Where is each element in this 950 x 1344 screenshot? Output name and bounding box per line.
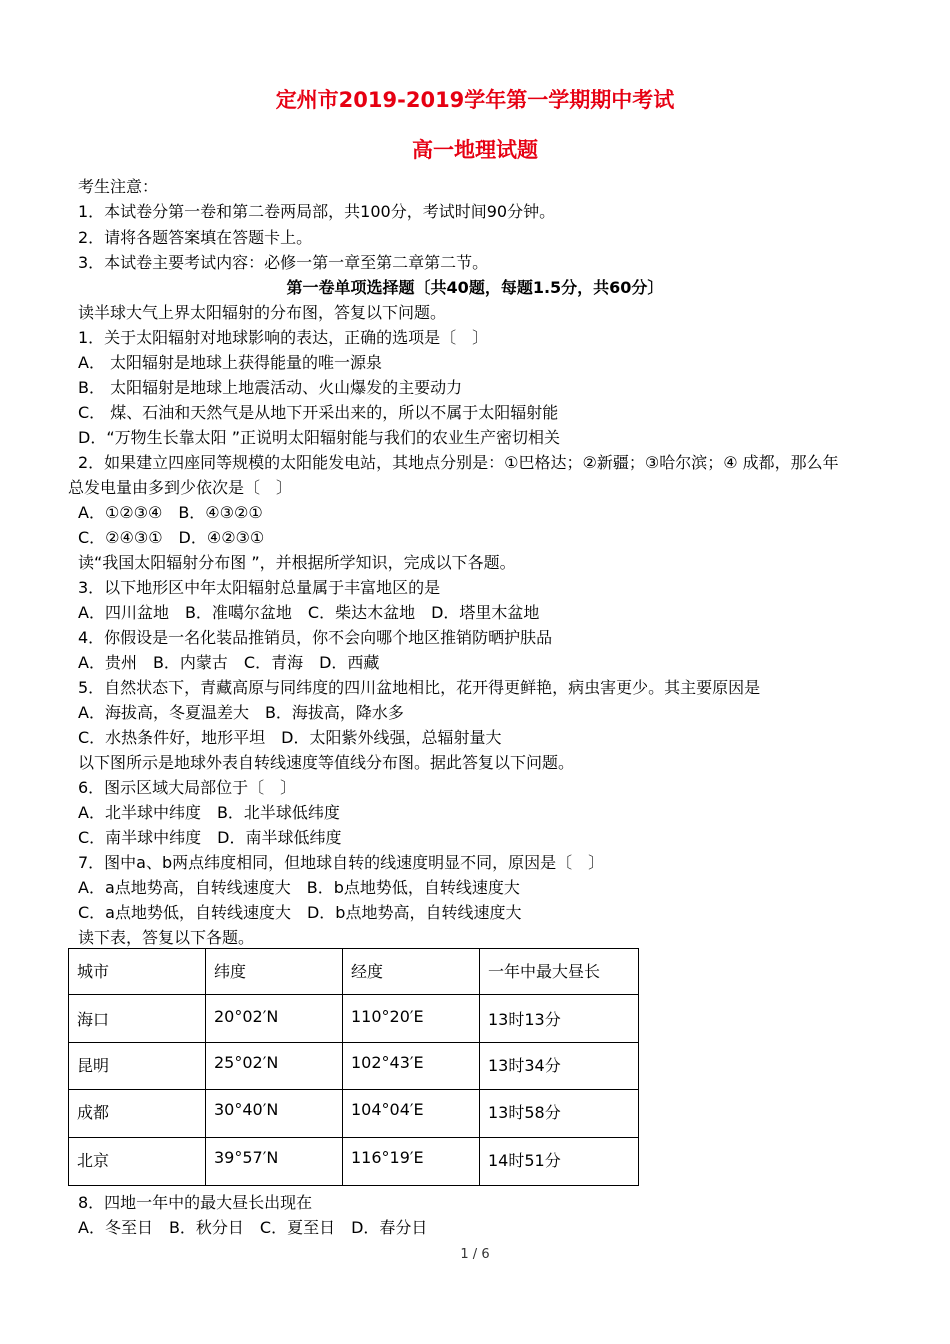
table-row bbox=[69, 1138, 639, 1186]
question-line: 读半球大气上界太阳辐射的分布图，答复以下问题。 bbox=[78, 303, 447, 322]
table-cell: 39°57′N bbox=[206, 1138, 343, 1186]
option-line: C．水热条件好，地形平坦 D．太阳紫外线强，总辐射量大 bbox=[78, 728, 502, 747]
table-row bbox=[69, 1043, 639, 1090]
question-line: 总发电量由多到少依次是〔 〕 bbox=[68, 478, 293, 497]
option-line: A．a点地势高，自转线速度大 B．b点地势低，自转线速度大 bbox=[78, 878, 520, 897]
notice-item: 3．本试卷主要考试内容：必修一第一章至第二章第二节。 bbox=[78, 253, 489, 272]
option-line: A．海拔高，冬夏温差大 B．海拔高，降水多 bbox=[78, 703, 404, 722]
option-line: D．“万物生长靠太阳 ”正说明太阳辐射能与我们的农业生产密切相关 bbox=[78, 428, 560, 447]
document-subtitle: 高一地理试题 bbox=[412, 138, 538, 162]
table-cell: 20°02′N bbox=[206, 995, 343, 1043]
option-line: C．②④③① D．④②③① bbox=[78, 528, 265, 547]
table-cell: 14时51分 bbox=[480, 1138, 639, 1186]
option-line: A．冬至日 B．秋分日 C．夏至日 D．春分日 bbox=[78, 1218, 428, 1237]
table-header-cell: 纬度 bbox=[206, 949, 343, 995]
table-cell: 成都 bbox=[69, 1090, 206, 1138]
table-cell: 104°04′E bbox=[343, 1090, 480, 1138]
option-line: A．①②③④ B．④③②① bbox=[78, 503, 263, 522]
option-line: A．四川盆地 B．准噶尔盆地 C．柴达木盆地 D．塔里木盆地 bbox=[78, 603, 540, 622]
table-header-row bbox=[69, 949, 639, 995]
option-line: C． 煤、石油和天然气是从地下开采出来的，所以不属于太阳辐射能 bbox=[78, 403, 559, 422]
notice-item: 1．本试卷分第一卷和第二卷两局部，共100分，考试时间90分钟。 bbox=[78, 202, 556, 221]
table-cell: 102°43′E bbox=[343, 1043, 480, 1090]
option-line: A．北半球中纬度 B．北半球低纬度 bbox=[78, 803, 340, 822]
table-cell: 110°20′E bbox=[343, 995, 480, 1043]
question-line: 读下表，答复以下各题。 bbox=[78, 928, 255, 947]
notice-heading: 考生注意： bbox=[78, 177, 159, 196]
question-line: 8．四地一年中的最大昼长出现在 bbox=[78, 1193, 313, 1212]
table-row bbox=[69, 1090, 639, 1138]
table-cell: 海口 bbox=[69, 995, 206, 1043]
table-cell: 昆明 bbox=[69, 1043, 206, 1090]
table-header-cell: 城市 bbox=[69, 949, 206, 995]
option-line: A． 太阳辐射是地球上获得能量的唯一源泉 bbox=[78, 353, 383, 372]
page-number: 1 / 6 bbox=[460, 1247, 490, 1262]
question-line: 6．图示区域大局部位于〔 〕 bbox=[78, 778, 297, 797]
section-title: 第一卷单项选择题〔共40题，每题1.5分，共60分〕 bbox=[286, 278, 664, 297]
question-line: 以下图所示是地球外表自转线速度等值线分布图。据此答复以下问题。 bbox=[78, 753, 575, 772]
table-header-cell: 一年中最大昼长 bbox=[480, 949, 639, 995]
question-line: 7．图中a、b两点纬度相同，但地球自转的线速度明显不同，原因是〔 〕 bbox=[78, 853, 605, 872]
question-line: 4．你假设是一名化装品推销员，你不会向哪个地区推销防晒护肤品 bbox=[78, 628, 553, 647]
question-line: 2．如果建立四座同等规模的太阳能发电站，其地点分别是：①巴格达；②新疆；③哈尔滨；④ 成都，那么年 bbox=[78, 453, 839, 472]
table-row bbox=[69, 995, 639, 1043]
question-line: 3．以下地形区中年太阳辐射总量属于丰富地区的是 bbox=[78, 578, 441, 597]
table-cell: 13时13分 bbox=[480, 995, 639, 1043]
option-line: A．贵州 B．内蒙古 C．青海 D．西藏 bbox=[78, 653, 380, 672]
table-cell: 25°02′N bbox=[206, 1043, 343, 1090]
question-line: 1．关于太阳辐射对地球影响的表达，正确的选项是〔 〕 bbox=[78, 328, 489, 347]
notice-item: 2．请将各题答案填在答题卡上。 bbox=[78, 228, 313, 247]
option-line: B． 太阳辐射是地球上地震活动、火山爆发的主要动力 bbox=[78, 378, 463, 397]
table-cell: 30°40′N bbox=[206, 1090, 343, 1138]
table-cell: 北京 bbox=[69, 1138, 206, 1186]
option-line: C．a点地势低，自转线速度大 D．b点地势高，自转线速度大 bbox=[78, 903, 522, 922]
table-cell: 13时58分 bbox=[480, 1090, 639, 1138]
option-line: C．南半球中纬度 D．南半球低纬度 bbox=[78, 828, 342, 847]
question-line: 读“我国太阳辐射分布图 ”，并根据所学知识，完成以下各题。 bbox=[78, 553, 516, 572]
document-title: 定州市2019-2019学年第一学期期中考试 bbox=[275, 88, 675, 112]
question-line: 5．自然状态下，青藏高原与同纬度的四川盆地相比，花开得更鲜艳，病虫害更少。其主要原因是 bbox=[78, 678, 761, 697]
table-header-cell: 经度 bbox=[343, 949, 480, 995]
table-cell: 13时34分 bbox=[480, 1043, 639, 1090]
table-cell: 116°19′E bbox=[343, 1138, 480, 1186]
city-daylength-table bbox=[68, 948, 639, 1186]
